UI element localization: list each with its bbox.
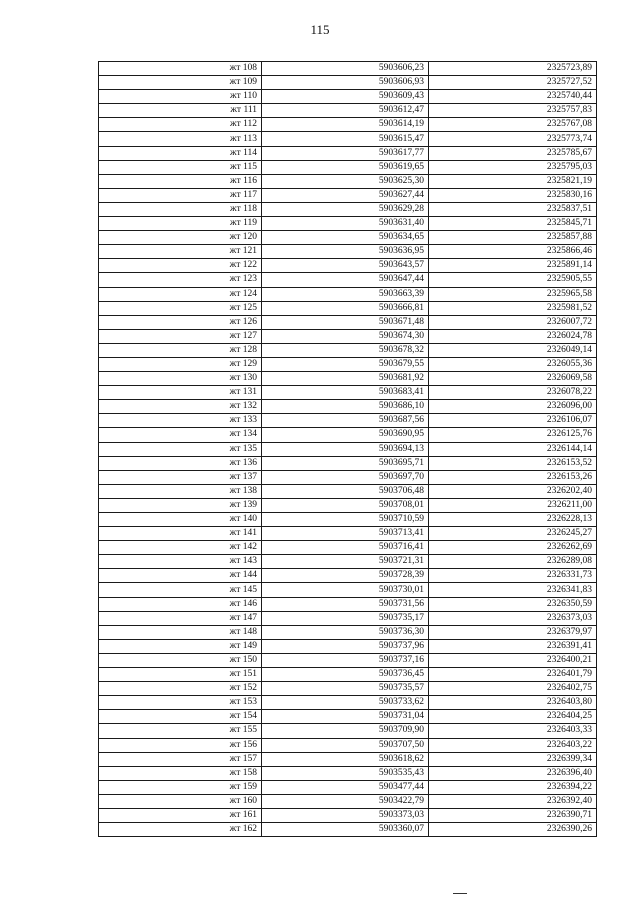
coordinate-x-cell: 5903614,19 xyxy=(262,118,429,132)
point-id-cell: жт 140 xyxy=(99,513,262,527)
table-row xyxy=(99,738,597,752)
table-row xyxy=(99,90,597,104)
coordinate-x-cell: 5903686,10 xyxy=(262,400,429,414)
coordinate-y-cell: 2326228,13 xyxy=(429,513,597,527)
table-row xyxy=(99,188,597,202)
coordinate-y-cell: 2326401,79 xyxy=(429,668,597,682)
coordinate-x-cell: 5903708,01 xyxy=(262,498,429,512)
coordinate-y-cell: 2325891,14 xyxy=(429,259,597,273)
coordinate-y-cell: 2326391,41 xyxy=(429,639,597,653)
point-id-cell: жт 138 xyxy=(99,484,262,498)
table-row xyxy=(99,823,597,837)
coordinate-x-cell: 5903706,48 xyxy=(262,484,429,498)
point-id-cell: жт 117 xyxy=(99,188,262,202)
coordinate-y-cell: 2325785,67 xyxy=(429,146,597,160)
coordinate-x-cell: 5903710,59 xyxy=(262,513,429,527)
coordinate-y-cell: 2325857,88 xyxy=(429,231,597,245)
table-row xyxy=(99,682,597,696)
point-id-cell: жт 122 xyxy=(99,259,262,273)
table-row xyxy=(99,639,597,653)
coordinate-x-cell: 5903681,92 xyxy=(262,372,429,386)
coordinate-y-cell: 2325723,89 xyxy=(429,62,597,76)
coordinate-x-cell: 5903615,47 xyxy=(262,132,429,146)
point-id-cell: жт 134 xyxy=(99,428,262,442)
table-row xyxy=(99,442,597,456)
point-id-cell: жт 118 xyxy=(99,202,262,216)
coordinate-y-cell: 2326289,08 xyxy=(429,555,597,569)
point-id-cell: жт 132 xyxy=(99,400,262,414)
coordinate-y-cell: 2326396,40 xyxy=(429,766,597,780)
coordinate-y-cell: 2326202,40 xyxy=(429,484,597,498)
coordinate-x-cell: 5903737,16 xyxy=(262,653,429,667)
table-row xyxy=(99,372,597,386)
coordinate-x-cell: 5903631,40 xyxy=(262,217,429,231)
table-row xyxy=(99,710,597,724)
coordinate-x-cell: 5903709,90 xyxy=(262,724,429,738)
coordinate-y-cell: 2326341,83 xyxy=(429,583,597,597)
coordinate-y-cell: 2326024,78 xyxy=(429,329,597,343)
table-row xyxy=(99,583,597,597)
coordinate-y-cell: 2326402,75 xyxy=(429,682,597,696)
table-row xyxy=(99,386,597,400)
table-row xyxy=(99,62,597,76)
point-id-cell: жт 116 xyxy=(99,174,262,188)
point-id-cell: жт 136 xyxy=(99,456,262,470)
table-row xyxy=(99,724,597,738)
table-row xyxy=(99,541,597,555)
coordinate-x-cell: 5903619,65 xyxy=(262,160,429,174)
coordinate-x-cell: 5903694,13 xyxy=(262,442,429,456)
point-id-cell: жт 154 xyxy=(99,710,262,724)
coordinate-x-cell: 5903612,47 xyxy=(262,104,429,118)
coordinate-y-cell: 2326078,22 xyxy=(429,386,597,400)
coordinate-x-cell: 5903728,39 xyxy=(262,569,429,583)
coordinate-x-cell: 5903733,62 xyxy=(262,696,429,710)
point-id-cell: жт 109 xyxy=(99,76,262,90)
coordinate-x-cell: 5903707,50 xyxy=(262,738,429,752)
coordinate-x-cell: 5903695,71 xyxy=(262,456,429,470)
coordinate-x-cell: 5903671,48 xyxy=(262,315,429,329)
point-id-cell: жт 157 xyxy=(99,752,262,766)
coordinate-y-cell: 2326007,72 xyxy=(429,315,597,329)
table-row xyxy=(99,611,597,625)
point-id-cell: жт 156 xyxy=(99,738,262,752)
point-id-cell: жт 133 xyxy=(99,414,262,428)
point-id-cell: жт 149 xyxy=(99,639,262,653)
coordinate-y-cell: 2326262,69 xyxy=(429,541,597,555)
coordinate-y-cell: 2325773,74 xyxy=(429,132,597,146)
coordinate-x-cell: 5903678,32 xyxy=(262,343,429,357)
point-id-cell: жт 160 xyxy=(99,794,262,808)
point-id-cell: жт 127 xyxy=(99,329,262,343)
coordinate-x-cell: 5903731,04 xyxy=(262,710,429,724)
coordinate-x-cell: 5903609,43 xyxy=(262,90,429,104)
coordinate-y-cell: 2326153,52 xyxy=(429,456,597,470)
table-row xyxy=(99,400,597,414)
table-row xyxy=(99,174,597,188)
coordinate-y-cell: 2325767,08 xyxy=(429,118,597,132)
coordinate-x-cell: 5903606,23 xyxy=(262,62,429,76)
point-id-cell: жт 141 xyxy=(99,527,262,541)
coordinate-x-cell: 5903736,45 xyxy=(262,668,429,682)
coordinate-y-cell: 2326125,76 xyxy=(429,428,597,442)
coordinate-y-cell: 2325981,52 xyxy=(429,301,597,315)
coordinate-x-cell: 5903713,41 xyxy=(262,527,429,541)
table-row xyxy=(99,780,597,794)
table-row xyxy=(99,217,597,231)
table-row xyxy=(99,259,597,273)
table-row xyxy=(99,625,597,639)
table-row xyxy=(99,132,597,146)
coordinate-x-cell: 5903666,81 xyxy=(262,301,429,315)
page-edge-mark xyxy=(453,893,467,894)
point-id-cell: жт 126 xyxy=(99,315,262,329)
table-row xyxy=(99,231,597,245)
point-id-cell: жт 130 xyxy=(99,372,262,386)
table-row xyxy=(99,357,597,371)
point-id-cell: жт 119 xyxy=(99,217,262,231)
coordinate-x-cell: 5903647,44 xyxy=(262,273,429,287)
point-id-cell: жт 125 xyxy=(99,301,262,315)
point-id-cell: жт 155 xyxy=(99,724,262,738)
coordinate-y-cell: 2325740,44 xyxy=(429,90,597,104)
coordinate-x-cell: 5903625,30 xyxy=(262,174,429,188)
point-id-cell: жт 112 xyxy=(99,118,262,132)
table-row xyxy=(99,287,597,301)
coordinate-y-cell: 2326379,97 xyxy=(429,625,597,639)
coordinate-x-cell: 5903663,39 xyxy=(262,287,429,301)
coordinate-y-cell: 2325757,83 xyxy=(429,104,597,118)
table-row xyxy=(99,752,597,766)
table-row xyxy=(99,808,597,822)
coordinate-x-cell: 5903535,43 xyxy=(262,766,429,780)
table-row xyxy=(99,414,597,428)
coordinate-y-cell: 2325821,19 xyxy=(429,174,597,188)
coordinate-x-cell: 5903636,95 xyxy=(262,245,429,259)
coordinate-x-cell: 5903687,56 xyxy=(262,414,429,428)
coordinate-x-cell: 5903690,95 xyxy=(262,428,429,442)
table-row xyxy=(99,202,597,216)
point-id-cell: жт 147 xyxy=(99,611,262,625)
table-row xyxy=(99,329,597,343)
table-row xyxy=(99,653,597,667)
table-row xyxy=(99,527,597,541)
table-row xyxy=(99,315,597,329)
point-id-cell: жт 131 xyxy=(99,386,262,400)
coordinate-x-cell: 5903627,44 xyxy=(262,188,429,202)
table-row xyxy=(99,118,597,132)
coordinate-y-cell: 2326144,14 xyxy=(429,442,597,456)
point-id-cell: жт 110 xyxy=(99,90,262,104)
point-id-cell: жт 153 xyxy=(99,696,262,710)
table-row xyxy=(99,498,597,512)
table-row xyxy=(99,597,597,611)
coordinate-y-cell: 2326403,33 xyxy=(429,724,597,738)
table-row xyxy=(99,245,597,259)
table-row xyxy=(99,146,597,160)
table-row xyxy=(99,794,597,808)
point-id-cell: жт 145 xyxy=(99,583,262,597)
coordinate-x-cell: 5903634,65 xyxy=(262,231,429,245)
page-number: 115 xyxy=(310,22,330,37)
point-id-cell: жт 142 xyxy=(99,541,262,555)
coordinate-y-cell: 2326055,36 xyxy=(429,357,597,371)
coordinate-y-cell: 2325866,46 xyxy=(429,245,597,259)
coordinate-y-cell: 2325965,58 xyxy=(429,287,597,301)
point-id-cell: жт 161 xyxy=(99,808,262,822)
coordinate-y-cell: 2325727,52 xyxy=(429,76,597,90)
coordinate-x-cell: 5903736,30 xyxy=(262,625,429,639)
table-row xyxy=(99,456,597,470)
point-id-cell: жт 146 xyxy=(99,597,262,611)
coordinate-x-cell: 5903731,56 xyxy=(262,597,429,611)
coordinate-y-cell: 2326096,00 xyxy=(429,400,597,414)
table-row xyxy=(99,76,597,90)
coordinate-y-cell: 2326350,59 xyxy=(429,597,597,611)
coordinate-x-cell: 5903735,17 xyxy=(262,611,429,625)
table-row xyxy=(99,569,597,583)
point-id-cell: жт 128 xyxy=(99,343,262,357)
point-id-cell: жт 135 xyxy=(99,442,262,456)
coordinate-x-cell: 5903735,57 xyxy=(262,682,429,696)
coordinate-y-cell: 2326373,03 xyxy=(429,611,597,625)
coordinates-table-body xyxy=(99,62,597,837)
coordinate-y-cell: 2326399,34 xyxy=(429,752,597,766)
coordinate-y-cell: 2326400,21 xyxy=(429,653,597,667)
table-row xyxy=(99,555,597,569)
point-id-cell: жт 152 xyxy=(99,682,262,696)
coordinate-y-cell: 2326245,27 xyxy=(429,527,597,541)
point-id-cell: жт 159 xyxy=(99,780,262,794)
table-row xyxy=(99,160,597,174)
coordinate-x-cell: 5903629,28 xyxy=(262,202,429,216)
point-id-cell: жт 162 xyxy=(99,823,262,837)
coordinate-y-cell: 2326331,73 xyxy=(429,569,597,583)
coordinate-x-cell: 5903683,41 xyxy=(262,386,429,400)
coordinate-x-cell: 5903422,79 xyxy=(262,794,429,808)
coordinate-y-cell: 2325795,03 xyxy=(429,160,597,174)
point-id-cell: жт 123 xyxy=(99,273,262,287)
point-id-cell: жт 158 xyxy=(99,766,262,780)
coordinate-x-cell: 5903617,77 xyxy=(262,146,429,160)
coordinate-y-cell: 2325837,51 xyxy=(429,202,597,216)
coordinate-y-cell: 2326390,26 xyxy=(429,823,597,837)
point-id-cell: жт 120 xyxy=(99,231,262,245)
coordinate-y-cell: 2325830,16 xyxy=(429,188,597,202)
table-row xyxy=(99,273,597,287)
coordinate-x-cell: 5903697,70 xyxy=(262,470,429,484)
table-row xyxy=(99,668,597,682)
point-id-cell: жт 143 xyxy=(99,555,262,569)
coordinate-x-cell: 5903643,57 xyxy=(262,259,429,273)
coordinate-y-cell: 2326390,71 xyxy=(429,808,597,822)
coordinate-y-cell: 2326394,22 xyxy=(429,780,597,794)
coordinate-y-cell: 2326404,25 xyxy=(429,710,597,724)
table-row xyxy=(99,484,597,498)
coordinate-x-cell: 5903373,03 xyxy=(262,808,429,822)
coordinate-y-cell: 2326403,22 xyxy=(429,738,597,752)
coordinate-x-cell: 5903721,31 xyxy=(262,555,429,569)
coordinate-y-cell: 2326069,58 xyxy=(429,372,597,386)
coordinate-y-cell: 2326392,40 xyxy=(429,794,597,808)
table-row xyxy=(99,513,597,527)
point-id-cell: жт 148 xyxy=(99,625,262,639)
point-id-cell: жт 137 xyxy=(99,470,262,484)
point-id-cell: жт 114 xyxy=(99,146,262,160)
coordinate-x-cell: 5903737,96 xyxy=(262,639,429,653)
coordinate-y-cell: 2326153,26 xyxy=(429,470,597,484)
table-row xyxy=(99,301,597,315)
coordinate-x-cell: 5903730,01 xyxy=(262,583,429,597)
coordinate-y-cell: 2326211,00 xyxy=(429,498,597,512)
point-id-cell: жт 151 xyxy=(99,668,262,682)
table-row xyxy=(99,470,597,484)
coordinate-y-cell: 2325905,55 xyxy=(429,273,597,287)
coordinate-x-cell: 5903674,30 xyxy=(262,329,429,343)
point-id-cell: жт 150 xyxy=(99,653,262,667)
coordinate-y-cell: 2326403,80 xyxy=(429,696,597,710)
coordinate-y-cell: 2325845,71 xyxy=(429,217,597,231)
coordinate-x-cell: 5903679,55 xyxy=(262,357,429,371)
coordinate-x-cell: 5903360,07 xyxy=(262,823,429,837)
coordinate-x-cell: 5903477,44 xyxy=(262,780,429,794)
coordinate-x-cell: 5903606,93 xyxy=(262,76,429,90)
point-id-cell: жт 121 xyxy=(99,245,262,259)
table-row xyxy=(99,696,597,710)
coordinate-y-cell: 2326049,14 xyxy=(429,343,597,357)
coordinate-x-cell: 5903618,62 xyxy=(262,752,429,766)
point-id-cell: жт 108 xyxy=(99,62,262,76)
point-id-cell: жт 129 xyxy=(99,357,262,371)
point-id-cell: жт 144 xyxy=(99,569,262,583)
coordinate-y-cell: 2326106,07 xyxy=(429,414,597,428)
point-id-cell: жт 111 xyxy=(99,104,262,118)
coordinate-x-cell: 5903716,41 xyxy=(262,541,429,555)
coordinates-table xyxy=(98,61,597,837)
point-id-cell: жт 115 xyxy=(99,160,262,174)
table-row xyxy=(99,428,597,442)
table-row xyxy=(99,343,597,357)
point-id-cell: жт 113 xyxy=(99,132,262,146)
table-row xyxy=(99,104,597,118)
table-row xyxy=(99,766,597,780)
point-id-cell: жт 139 xyxy=(99,498,262,512)
point-id-cell: жт 124 xyxy=(99,287,262,301)
